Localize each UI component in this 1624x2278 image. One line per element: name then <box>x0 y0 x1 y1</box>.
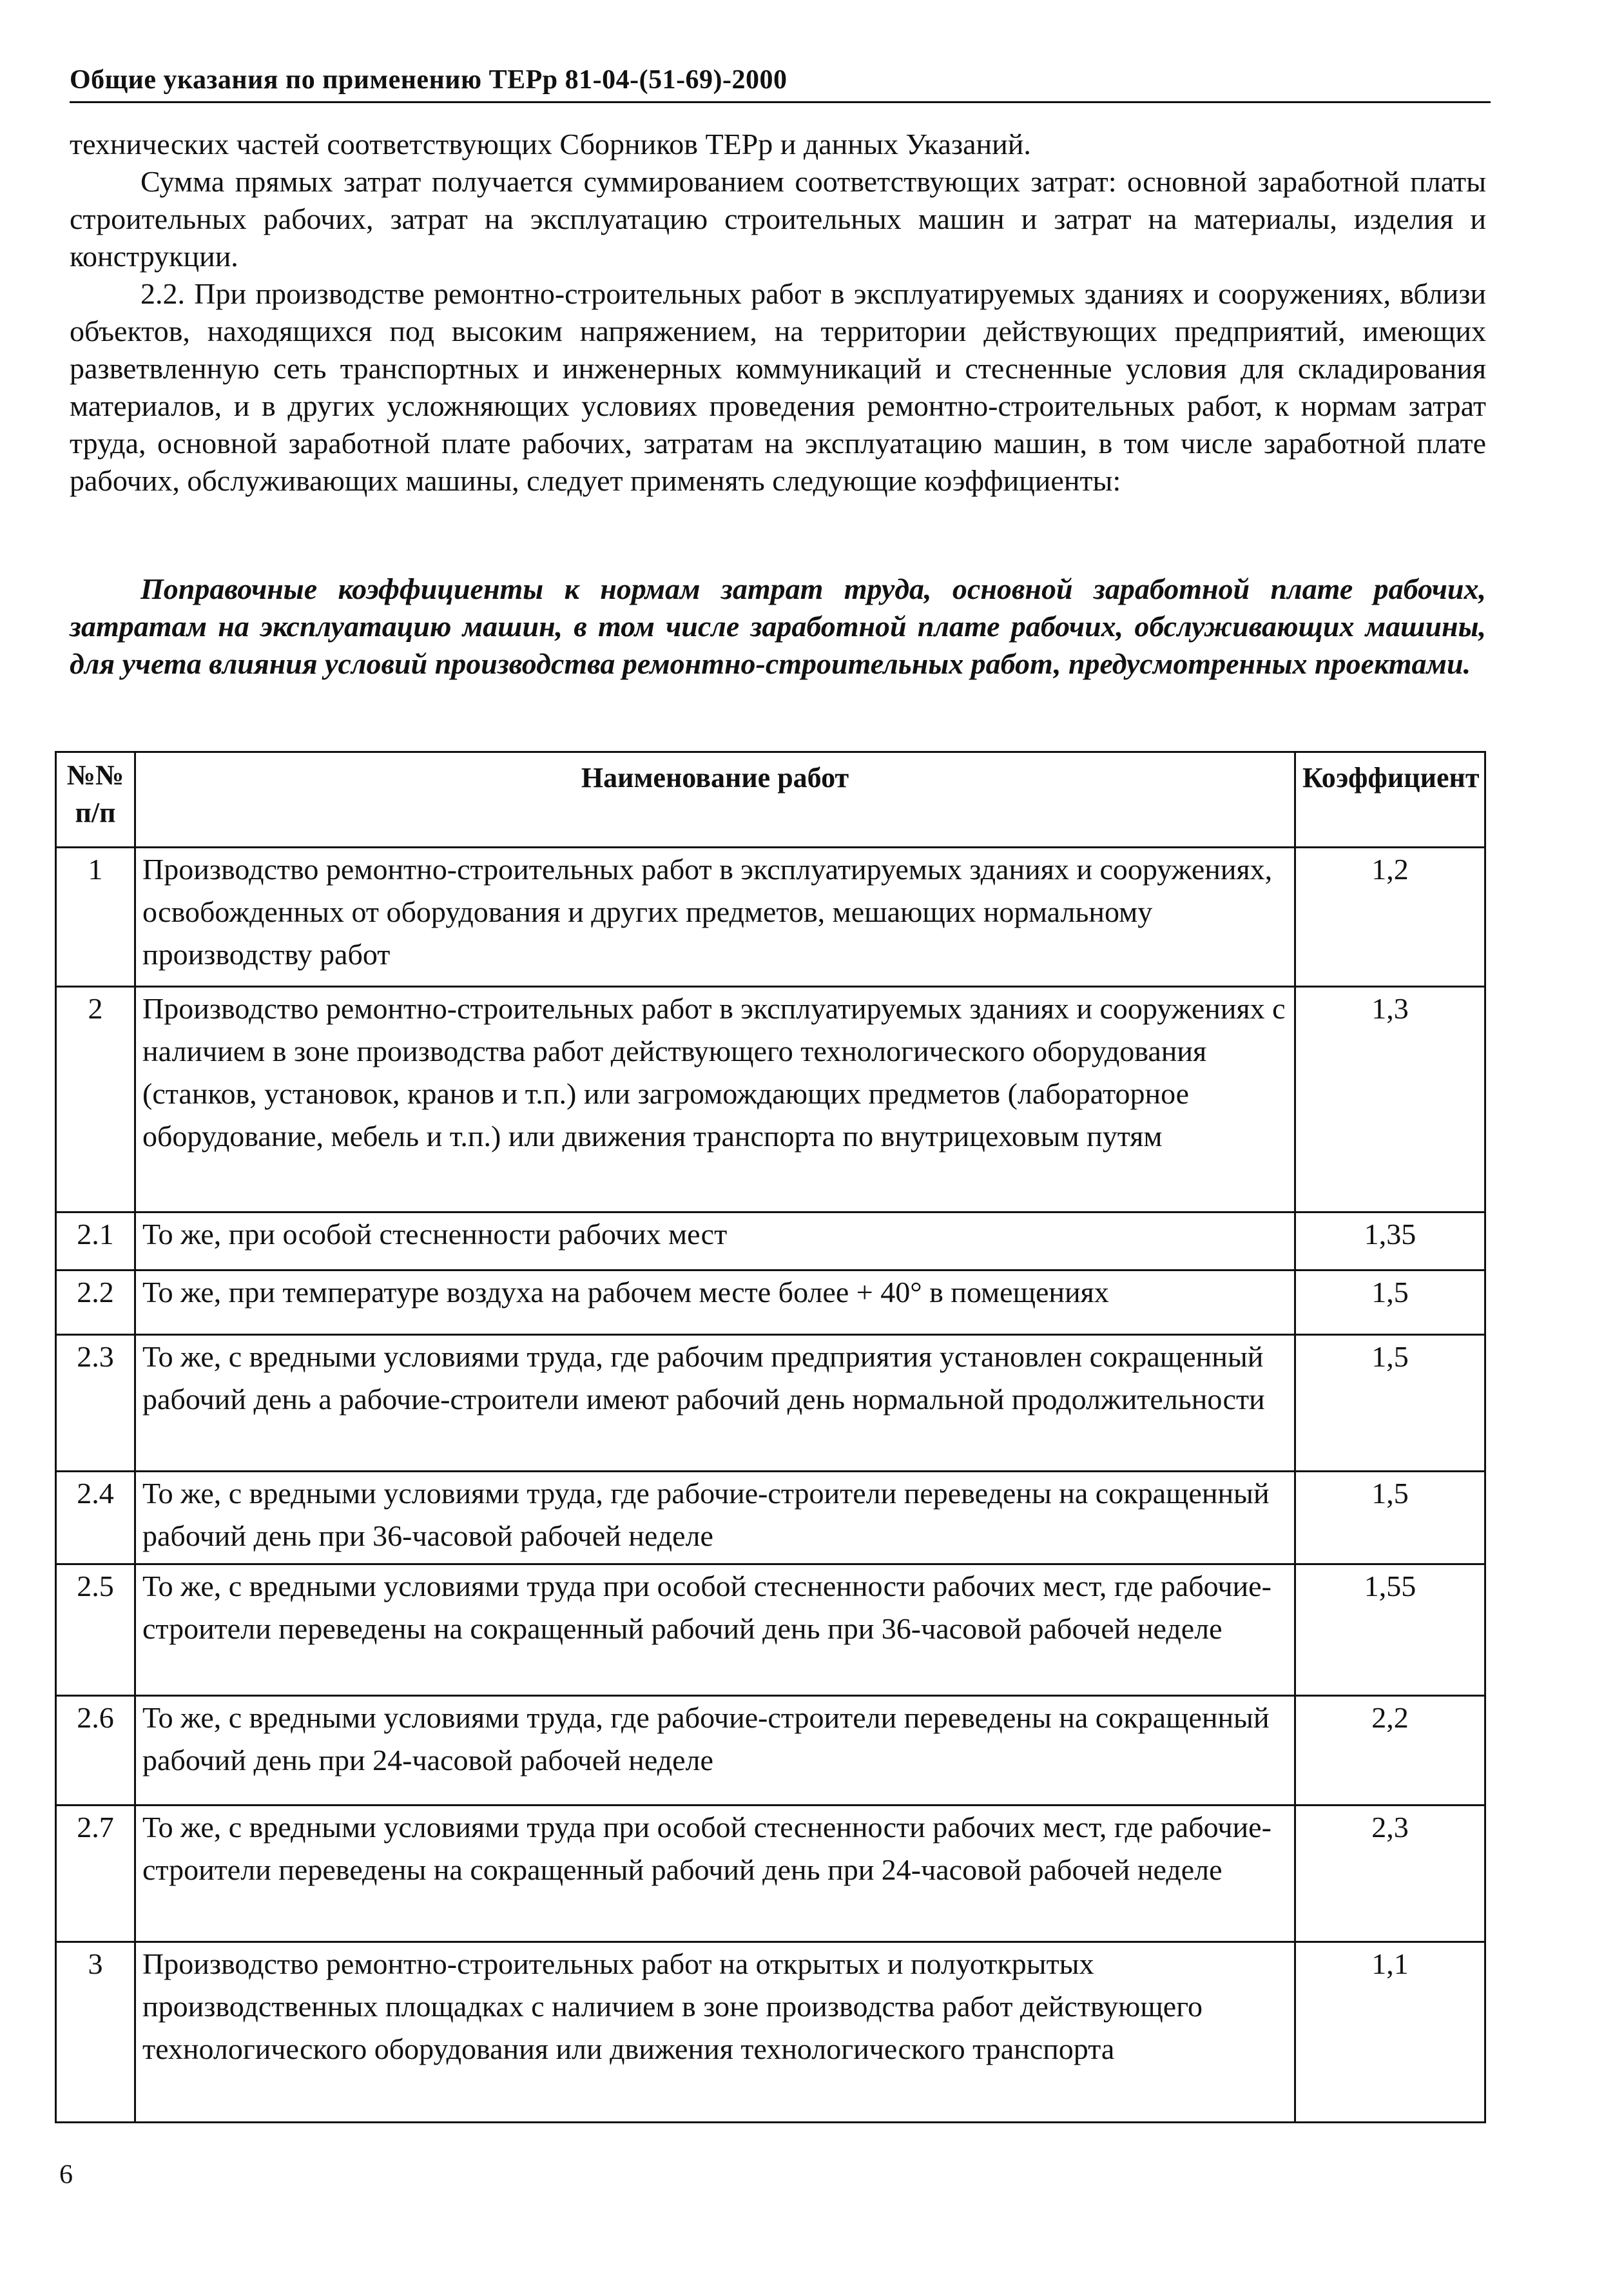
table-row <box>56 1270 1485 1335</box>
header-number <box>56 752 135 848</box>
table-row <box>56 1806 1485 1942</box>
row-number: 2.1 <box>56 1212 135 1270</box>
paragraph-continuation: технических частей соответствующих Сборников ТЕРр и данных Указаний. <box>70 128 1031 161</box>
table-row <box>56 848 1485 987</box>
row-number: 1 <box>56 848 135 987</box>
coefficients-table <box>55 751 1486 2123</box>
table-caption: Поправочные коэффициенты к нормам затрат труда, основной заработной плате рабочих, затратам на эксплуатацию машин, в том числе заработной плате рабочих, обслуживающих машины, для учета влияния условий производства ремонтно-строительных работ, предусмотренных проектами. <box>70 572 1486 680</box>
row-number: 2.2 <box>56 1270 135 1335</box>
paragraph-2-2: 2.2. При производстве ремонтно-строительных работ в эксплуатируемых зданиях и сооружениях, вблизи объектов, находящихся под высоким напряжением, на территории действующих предприятий, имеющих разветвленную сеть транспортных и инженерных коммуникаций и стесненные условия для складирования материалов, и в других усложняющих условиях проведения ремонтно-строительных работ, к нормам затрат труда, основной заработной плате рабочих, затратам на эксплуатацию машин, в том числе заработной плате рабочих, обслуживающих машины, следует применять следующие коэффициенты: <box>70 277 1486 497</box>
row-number: 2.4 <box>56 1472 135 1564</box>
header-coefficient: Коэффициент <box>1295 752 1485 848</box>
row-coefficient: 1,2 <box>1295 848 1485 987</box>
header-rule <box>70 101 1491 103</box>
table-row <box>56 1212 1485 1270</box>
header-work-name: Наименование работ <box>135 752 1295 848</box>
table-row <box>56 1564 1485 1696</box>
row-coefficient: 1,5 <box>1295 1270 1485 1335</box>
row-work-name: То же, при особой стесненности рабочих мест <box>135 1212 1295 1270</box>
row-number: 3 <box>56 1942 135 2123</box>
paragraph-direct-costs: Сумма прямых затрат получается суммированием соответствующих затрат: основной заработной платы строительных рабочих, затрат на эксплуатацию строительных машин и затрат на материалы, изделия и конструкции. <box>70 165 1486 273</box>
row-coefficient: 1,55 <box>1295 1564 1485 1696</box>
row-number: 2.3 <box>56 1335 135 1472</box>
table-header-row <box>56 752 1485 848</box>
row-coefficient: 1,5 <box>1295 1472 1485 1564</box>
row-work-name: То же, с вредными условиями труда при особой стесненности рабочих мест, где рабочие-строители переведены на сокращенный рабочий день при 36-часовой рабочей неделе <box>135 1564 1295 1696</box>
row-coefficient: 2,3 <box>1295 1806 1485 1942</box>
row-work-name: Производство ремонтно-строительных работ в эксплуатируемых зданиях и сооружениях с наличием в зоне производства работ действующего технологического оборудования (станков, установок, кранов и т.п.) или загромождающих предметов (лабораторное оборудование, мебель и т.п.) или движения транспорта по внутрицеховым путям <box>135 987 1295 1212</box>
running-header: Общие указания по применению ТЕРр 81-04-(51-69)-2000 <box>70 65 788 95</box>
table-row <box>56 1696 1485 1806</box>
table-row <box>56 1942 1485 2123</box>
row-work-name: То же, при температуре воздуха на рабочем месте более + 40° в помещениях <box>135 1270 1295 1335</box>
row-coefficient: 1,3 <box>1295 987 1485 1212</box>
row-number: 2.5 <box>56 1564 135 1696</box>
row-coefficient: 1,35 <box>1295 1212 1485 1270</box>
table-row <box>56 1335 1485 1472</box>
row-coefficient: 2,2 <box>1295 1696 1485 1806</box>
row-work-name: Производство ремонтно-строительных работ на открытых и полуоткрытых производственных площадках с наличием в зоне производства работ действующего технологического оборудования или движения технологического транспорта <box>135 1942 1295 2123</box>
table-row <box>56 987 1485 1212</box>
header-number-line1: №№ <box>66 759 124 791</box>
row-coefficient: 1,1 <box>1295 1942 1485 2123</box>
header-number-line2: п/п <box>75 797 116 828</box>
row-work-name: То же, с вредными условиями труда при особой стесненности рабочих мест, где рабочие-строители переведены на сокращенный рабочий день при 24-часовой рабочей неделе <box>135 1806 1295 1942</box>
row-work-name: То же, с вредными условиями труда, где рабочие-строители переведены на сокращенный рабочий день при 24-часовой рабочей неделе <box>135 1696 1295 1806</box>
row-work-name: Производство ремонтно-строительных работ в эксплуатируемых зданиях и сооружениях, освобожденных от оборудования и других предметов, мешающих нормальному производству работ <box>135 848 1295 987</box>
row-number: 2.7 <box>56 1806 135 1942</box>
row-work-name: То же, с вредными условиями труда, где рабочие-строители переведены на сокращенный рабочий день при 36-часовой рабочей неделе <box>135 1472 1295 1564</box>
page-number: 6 <box>59 2160 73 2190</box>
row-number: 2 <box>56 987 135 1212</box>
table-row <box>56 1472 1485 1564</box>
row-coefficient: 1,5 <box>1295 1335 1485 1472</box>
row-number: 2.6 <box>56 1696 135 1806</box>
row-work-name: То же, с вредными условиями труда, где рабочим предприятия установлен сокращенный рабочий день а рабочие-строители имеют рабочий день нормальной продолжительности <box>135 1335 1295 1472</box>
